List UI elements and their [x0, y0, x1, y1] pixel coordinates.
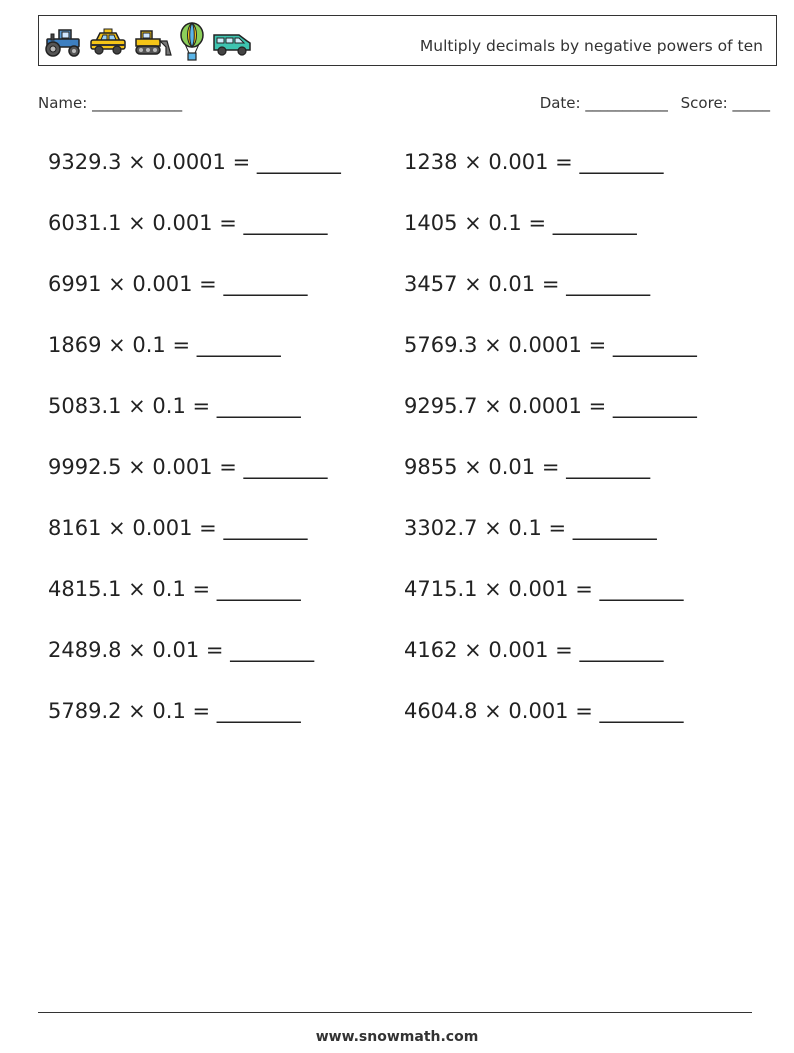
problem-right-8: 4715.1 × 0.001 = ________: [404, 577, 684, 601]
problem-left-3: 6991 × 0.001 = ________: [48, 272, 308, 296]
problem-left-1: 9329.3 × 0.0001 = ________: [48, 150, 341, 174]
tractor-icon: [43, 27, 83, 57]
problem-left-2: 6031.1 × 0.001 = ________: [48, 211, 328, 235]
problem-right-6: 9855 × 0.01 = ________: [404, 455, 651, 479]
problem-left-8: 4815.1 × 0.1 = ________: [48, 577, 301, 601]
taxi-icon: [88, 27, 128, 57]
footer-site-link[interactable]: www.snowmath.com: [315, 1029, 479, 1045]
bulldozer-icon: [133, 27, 173, 57]
problem-left-9: 2489.8 × 0.01 = ________: [48, 638, 315, 662]
problem-left-5: 5083.1 × 0.1 = ________: [48, 394, 301, 418]
header-icons: [43, 22, 258, 62]
problem-left-7: 8161 × 0.001 = ________: [48, 516, 308, 540]
footer-divider: [38, 1012, 752, 1013]
problem-right-2: 1405 × 0.1 = ________: [404, 211, 637, 235]
problem-left-4: 1869 × 0.1 = ________: [48, 333, 281, 357]
problem-right-10: 4604.8 × 0.001 = ________: [404, 699, 684, 723]
problem-right-1: 1238 × 0.001 = ________: [404, 150, 664, 174]
hot-air-balloon-icon: [178, 22, 206, 62]
name-field: Name: ____________: [38, 94, 183, 112]
date-field: Date: ___________: [539, 94, 668, 112]
problem-right-5: 9295.7 × 0.0001 = ________: [404, 394, 697, 418]
problem-right-3: 3457 × 0.01 = ________: [404, 272, 651, 296]
problem-right-7: 3302.7 × 0.1 = ________: [404, 516, 657, 540]
worksheet-title: Multiply decimals by negative powers of ten: [419, 37, 763, 55]
problem-right-4: 5769.3 × 0.0001 = ________: [404, 333, 697, 357]
van-icon: [211, 27, 253, 57]
problem-left-10: 5789.2 × 0.1 = ________: [48, 699, 301, 723]
score-field: Score: _____: [680, 94, 770, 112]
date-score-fields: [540, 94, 770, 112]
problem-right-9: 4162 × 0.001 = ________: [404, 638, 664, 662]
problem-left-6: 9992.5 × 0.001 = ________: [48, 455, 328, 479]
worksheet-header: [38, 15, 777, 66]
